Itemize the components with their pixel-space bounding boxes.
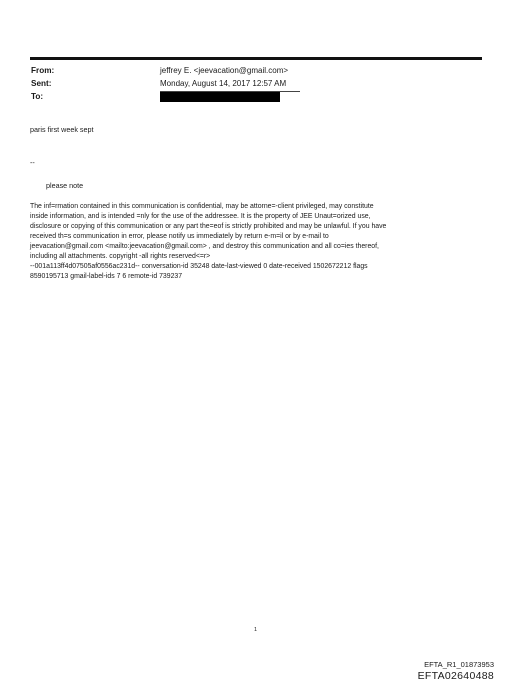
disclaimer-line: 8590195713 gmail-label-ids 7 6 remote-id 739237 <box>30 273 183 280</box>
to-label: To: <box>31 92 44 101</box>
note-line: please note <box>46 181 84 190</box>
disclaimer-line: jeevacation@gmail.com <mailto:jeevacation@gmail.com> , and destroy this communication and all co=ies thereof, <box>30 243 379 250</box>
disclaimer-line: received th=s communication in error, please notify us immediately by return e-m=il or by e-mail to <box>30 233 329 240</box>
from-value: jeffrey E. <jeevacation@gmail.com> <box>160 66 289 75</box>
separator-line: -- <box>30 158 35 167</box>
from-label: From: <box>31 66 55 75</box>
document-id-small: EFTA_R1_01873953 <box>424 660 494 669</box>
header-rule <box>30 57 482 60</box>
disclaimer-line: including all attachments. copyright -all rights reserved<=r> <box>30 253 211 260</box>
disclaimer-line: inside information, and is intended =nly for the use of the addressee. It is the property of JEE Unaut=orized use, <box>30 213 371 220</box>
page-number: 1 <box>254 627 258 633</box>
sent-label: Sent: <box>31 79 52 88</box>
disclaimer-line: disclosure or copying of this communication or any part the=eof is strictly prohibited and may be unlawful. If you have <box>30 223 387 230</box>
disclaimer-line: --001a113ff4d07505af0556ac231d-- conversation-id 35248 date-last-viewed 0 date-received 1502672212 flags <box>30 263 368 270</box>
disclaimer-block <box>30 202 490 282</box>
subject-line: paris first week sept <box>30 125 94 134</box>
sent-value: Monday, August 14, 2017 12:57 AM <box>160 79 287 88</box>
redaction-bar <box>160 92 280 102</box>
document-id-large: EFTA02640488 <box>417 670 494 682</box>
disclaimer-line: The inf=rmation contained in this communication is confidential, may be attorne=-client privileged, may constitute <box>30 203 374 210</box>
